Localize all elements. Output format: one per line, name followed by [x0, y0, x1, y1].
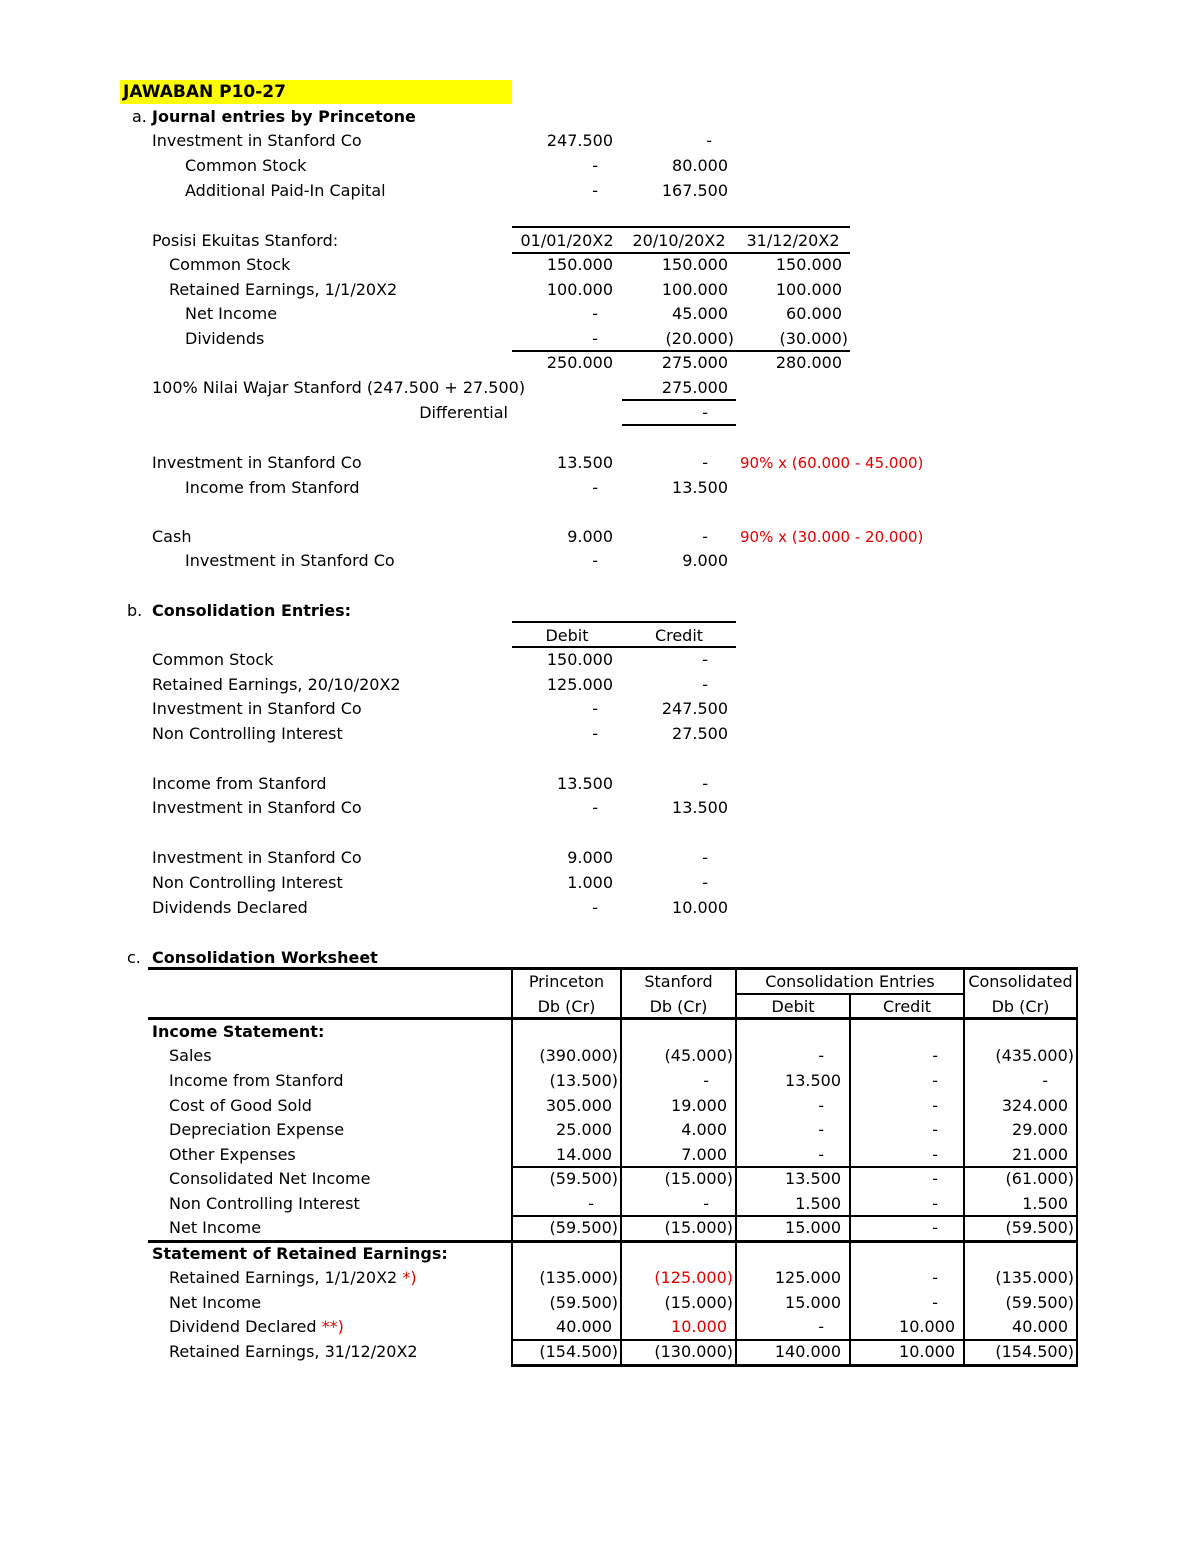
row-label: Consolidated Net Income [169, 1169, 371, 1188]
header-debit: Debit [771, 997, 815, 1016]
entry-credit: - [702, 774, 708, 793]
cell-consolidated: 324.000 [1001, 1096, 1068, 1115]
entry-debit: - [592, 156, 598, 175]
header-credit: Credit [882, 997, 932, 1016]
entry-debit: - [592, 478, 598, 497]
equity-value: 150.000 [546, 255, 613, 274]
fair-value-label: 100% Nilai Wajar Stanford (247.500 + 27.500) [152, 378, 526, 397]
cell-princeton: (154.500) [539, 1342, 618, 1361]
differential-value: - [702, 403, 708, 422]
cell-stanford: 10.000 [671, 1317, 727, 1336]
cell-consolidated: 1.500 [1022, 1194, 1068, 1213]
cell-princeton: (13.500) [549, 1071, 618, 1090]
entry-debit: - [592, 898, 598, 917]
entry-credit: - [702, 453, 708, 472]
entry-label: Investment in Stanford Co [152, 848, 362, 867]
page-title: JAWABAN P10-27 [120, 80, 512, 104]
row-label: Non Controlling Interest [169, 1194, 360, 1213]
header-consolidated-dbcr: Db (Cr) [991, 997, 1050, 1016]
cell-stanford: - [703, 1194, 709, 1213]
cell-credit: - [932, 1218, 938, 1237]
entry-debit: 1.000 [567, 873, 613, 892]
entry-credit: - [702, 527, 708, 546]
entry-label: Cash [152, 527, 192, 546]
cell-stanford: 7.000 [681, 1145, 727, 1164]
cell-princeton: (135.000) [539, 1268, 618, 1287]
cell-consolidated: (61.000) [1005, 1169, 1074, 1188]
entry-debit: 9.000 [567, 848, 613, 867]
equity-value: 100.000 [775, 280, 842, 299]
cell-credit: - [932, 1096, 938, 1115]
row-label [169, 1266, 417, 1290]
cell-debit: 125.000 [774, 1268, 841, 1287]
entry-label: Retained Earnings, 20/10/20X2 [152, 675, 401, 694]
cell-debit: - [818, 1096, 824, 1115]
header-consolidation-entries: Consolidation Entries [765, 972, 935, 991]
cell-stanford: 4.000 [681, 1120, 727, 1139]
entry-debit: - [592, 699, 598, 718]
equity-value: - [592, 304, 598, 323]
cell-princeton: (59.500) [549, 1218, 618, 1237]
cell-princeton: 14.000 [556, 1145, 612, 1164]
cell-consolidated: (59.500) [1005, 1293, 1074, 1312]
equity-row-label: Net Income [185, 304, 278, 323]
row-label: Sales [169, 1046, 212, 1065]
section-heading-a: Journal entries by Princetone [152, 107, 416, 126]
equity-row-label: Common Stock [169, 255, 291, 274]
section-letter-c: c. [127, 948, 141, 967]
equity-value: 150.000 [661, 255, 728, 274]
header-stanford-dbcr: Db (Cr) [649, 997, 708, 1016]
cell-stanford: 19.000 [671, 1096, 727, 1115]
row-label: Income from Stanford [169, 1071, 344, 1090]
header-princeton-dbcr: Db (Cr) [537, 997, 596, 1016]
equity-row-label: Dividends [185, 329, 265, 348]
equity-row-label: Retained Earnings, 1/1/20X2 [169, 280, 398, 299]
cell-stanford: - [703, 1071, 709, 1090]
entry-debit: - [592, 551, 598, 570]
cell-princeton: 305.000 [545, 1096, 612, 1115]
cell-stanford: (130.000) [654, 1342, 733, 1361]
cell-credit: - [932, 1071, 938, 1090]
cell-consolidated: (435.000) [995, 1046, 1074, 1065]
cell-debit: 13.500 [785, 1169, 841, 1188]
row-label: Net Income [169, 1293, 262, 1312]
entry-debit: 13.500 [557, 453, 613, 472]
row-label: Retained Earnings, 31/12/20X2 [169, 1342, 418, 1361]
cell-debit: 1.500 [795, 1194, 841, 1213]
cell-credit: - [932, 1120, 938, 1139]
entry-credit: 13.500 [672, 798, 728, 817]
entry-debit: 9.000 [567, 527, 613, 546]
equity-value: (30.000) [779, 329, 848, 348]
entry-credit: - [702, 650, 708, 669]
section-letter-b: b. [127, 601, 143, 620]
entry-debit: 13.500 [557, 774, 613, 793]
cell-stanford: (45.000) [664, 1046, 733, 1065]
col-header-credit: Credit [654, 626, 704, 645]
equity-date: 20/10/20X2 [632, 231, 726, 250]
cell-debit: 15.000 [785, 1218, 841, 1237]
cell-stanford: (15.000) [664, 1293, 733, 1312]
header-princeton: Princeton [528, 972, 605, 991]
equity-label: Posisi Ekuitas Stanford: [152, 231, 339, 250]
entry-label: Additional Paid-In Capital [185, 181, 386, 200]
entry-label: Common Stock [152, 650, 274, 669]
entry-label: Investment in Stanford Co [185, 551, 395, 570]
cell-debit: 140.000 [774, 1342, 841, 1361]
equity-value: - [592, 329, 598, 348]
cell-stanford: (125.000) [654, 1268, 733, 1287]
cell-debit: - [818, 1145, 824, 1164]
entry-credit: - [702, 848, 708, 867]
entry-credit: - [702, 675, 708, 694]
cell-stanford: (15.000) [664, 1169, 733, 1188]
differential-label: Differential [419, 403, 508, 422]
entry-label: Non Controlling Interest [152, 873, 343, 892]
entry-note: 90% x (30.000 - 20.000) [740, 528, 924, 546]
cell-princeton: - [588, 1194, 594, 1213]
entry-label: Income from Stanford [152, 774, 327, 793]
entry-label: Dividends Declared [152, 898, 308, 917]
section-heading-b: Consolidation Entries: [152, 601, 352, 620]
entry-debit: - [592, 798, 598, 817]
cell-stanford: (15.000) [664, 1218, 733, 1237]
cell-debit: 13.500 [785, 1071, 841, 1090]
entry-credit: 167.500 [661, 181, 728, 200]
cell-consolidated: (59.500) [1005, 1218, 1074, 1237]
entry-debit: - [592, 724, 598, 743]
cell-debit: 15.000 [785, 1293, 841, 1312]
equity-date: 31/12/20X2 [746, 231, 840, 250]
equity-value: 45.000 [672, 304, 728, 323]
entry-label: Investment in Stanford Co [152, 798, 362, 817]
equity-total: 275.000 [661, 353, 728, 372]
row-label: Net Income [169, 1218, 262, 1237]
equity-value: 60.000 [786, 304, 842, 323]
cell-debit: - [818, 1120, 824, 1139]
cell-consolidated: 21.000 [1012, 1145, 1068, 1164]
cell-princeton: (59.500) [549, 1293, 618, 1312]
cell-consolidated: 29.000 [1012, 1120, 1068, 1139]
retained-earnings-heading: Statement of Retained Earnings: [152, 1244, 448, 1263]
equity-value: 100.000 [661, 280, 728, 299]
row-label: Other Expenses [169, 1145, 296, 1164]
equity-total: 250.000 [546, 353, 613, 372]
cell-consolidated: 40.000 [1012, 1317, 1068, 1336]
section-heading-c: Consolidation Worksheet [152, 948, 378, 967]
entry-debit: 150.000 [546, 650, 613, 669]
entry-credit: 10.000 [672, 898, 728, 917]
equity-value: 100.000 [546, 280, 613, 299]
entry-credit: 13.500 [672, 478, 728, 497]
entry-label: Investment in Stanford Co [152, 699, 362, 718]
entry-label: Common Stock [185, 156, 307, 175]
col-header-debit: Debit [545, 626, 589, 645]
entry-debit: 247.500 [546, 131, 613, 150]
header-stanford: Stanford [644, 972, 713, 991]
entry-credit: - [702, 873, 708, 892]
row-label: Depreciation Expense [169, 1120, 345, 1139]
entry-label: Non Controlling Interest [152, 724, 343, 743]
equity-value: (20.000) [665, 329, 734, 348]
entry-label: Investment in Stanford Co [152, 131, 362, 150]
cell-credit: 10.000 [899, 1342, 955, 1361]
entry-credit: 27.500 [672, 724, 728, 743]
footnote-mark: **) [321, 1317, 344, 1336]
entry-label: Investment in Stanford Co [152, 453, 362, 472]
cell-credit: - [932, 1169, 938, 1188]
cell-princeton: (390.000) [539, 1046, 618, 1065]
cell-credit: - [932, 1268, 938, 1287]
cell-consolidated: (135.000) [995, 1268, 1074, 1287]
row-label: Cost of Good Sold [169, 1096, 312, 1115]
entry-credit: 80.000 [672, 156, 728, 175]
cell-credit: - [932, 1145, 938, 1164]
cell-credit: 10.000 [899, 1317, 955, 1336]
cell-credit: - [932, 1293, 938, 1312]
cell-consolidated: - [1042, 1071, 1048, 1090]
cell-princeton: 25.000 [556, 1120, 612, 1139]
cell-debit: - [818, 1046, 824, 1065]
income-statement-heading: Income Statement: [152, 1022, 325, 1041]
entry-credit: - [706, 131, 712, 150]
entry-credit: 9.000 [682, 551, 728, 570]
cell-debit: - [818, 1317, 824, 1336]
row-label-text: Dividend Declared [169, 1317, 317, 1336]
entry-note: 90% x (60.000 - 45.000) [740, 454, 924, 472]
equity-value: 150.000 [775, 255, 842, 274]
cell-credit: - [932, 1046, 938, 1065]
footnote-mark: *) [402, 1268, 417, 1287]
equity-total: 280.000 [775, 353, 842, 372]
section-letter-a: a. [132, 107, 147, 126]
entry-debit: 125.000 [546, 675, 613, 694]
cell-princeton: (59.500) [549, 1169, 618, 1188]
entry-credit: 247.500 [661, 699, 728, 718]
row-label-text: Retained Earnings, 1/1/20X2 [169, 1268, 398, 1287]
cell-credit: - [932, 1194, 938, 1213]
cell-consolidated: (154.500) [995, 1342, 1074, 1361]
entry-label: Income from Stanford [185, 478, 360, 497]
equity-date: 01/01/20X2 [520, 231, 614, 250]
row-label [169, 1315, 344, 1339]
entry-debit: - [592, 181, 598, 200]
header-consolidated: Consolidated [968, 972, 1073, 991]
fair-value: 275.000 [661, 378, 728, 397]
cell-princeton: 40.000 [556, 1317, 612, 1336]
